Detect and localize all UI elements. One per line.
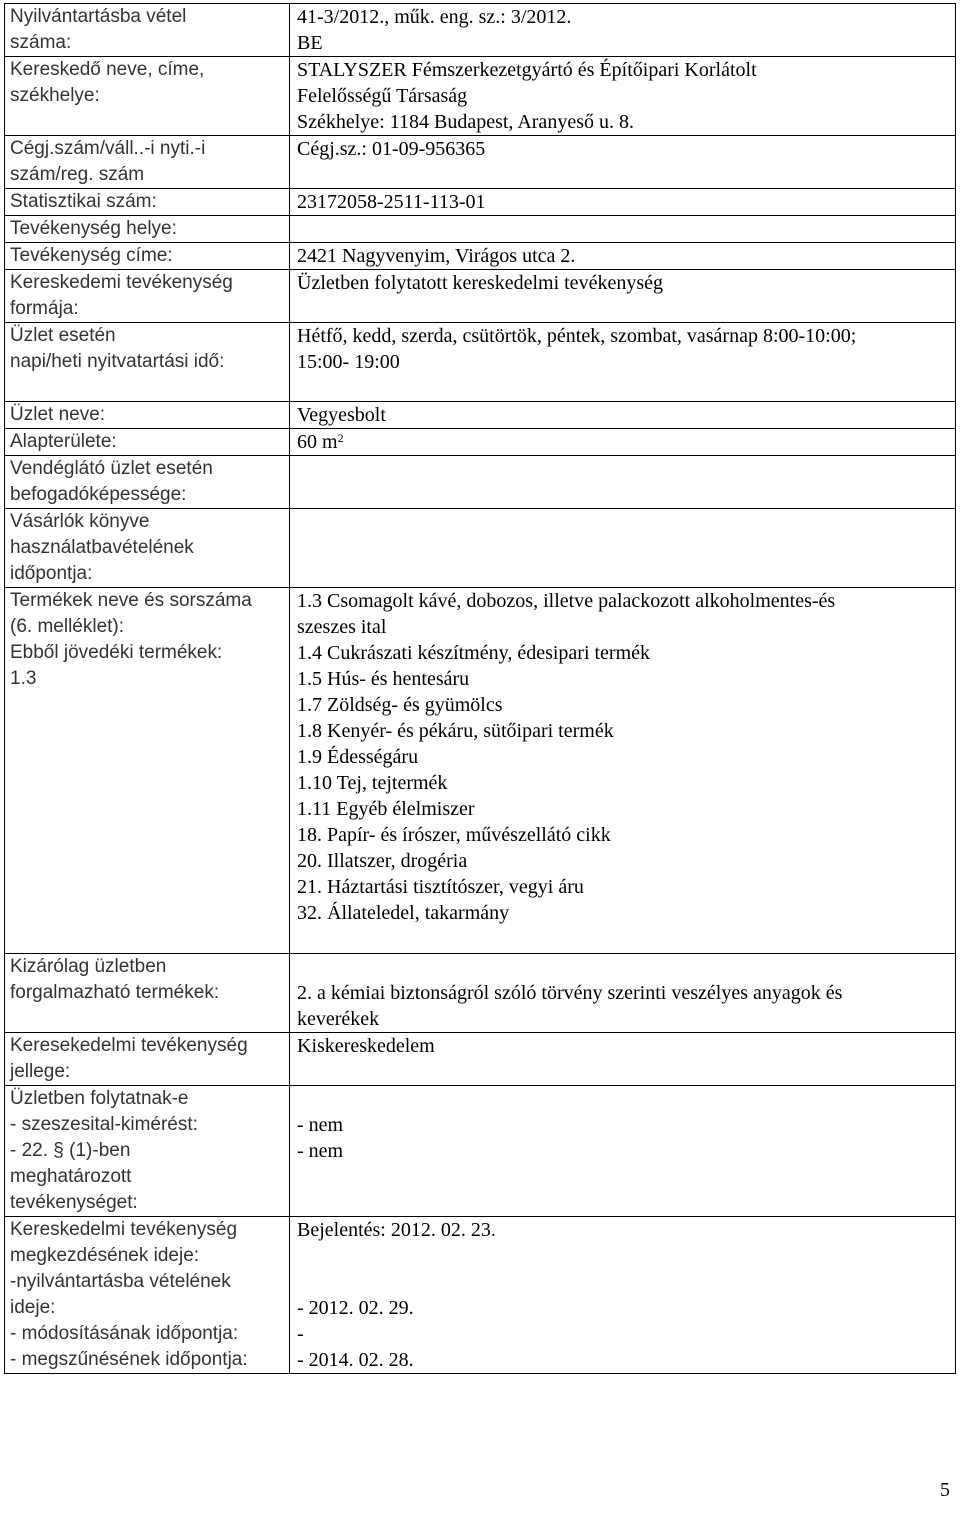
row-registration-number bbox=[5, 4, 956, 57]
label-line: formája: bbox=[10, 298, 79, 319]
label-line: 1.3 bbox=[10, 668, 37, 689]
label-line: időpontja: bbox=[10, 563, 93, 584]
value-line: - nem bbox=[297, 1114, 344, 1136]
product-item: 1.5 Hús- és hentesáru bbox=[297, 668, 470, 690]
row-exclusive-products bbox=[5, 954, 956, 1033]
row-alcohol-activities bbox=[5, 1086, 956, 1217]
label-cell bbox=[5, 189, 290, 216]
value-cell bbox=[290, 456, 956, 509]
label-line: - szeszesital-kimérést: bbox=[10, 1114, 198, 1135]
product-item: 1.3 Csomagolt kávé, dobozos, illetve palackozott alkoholmentes-és bbox=[297, 590, 836, 612]
value-line: - nem bbox=[297, 1140, 344, 1162]
row-activity-location bbox=[5, 216, 956, 243]
value-cell bbox=[290, 57, 956, 136]
label-line: Cégj.szám/váll..-i nyti.-i bbox=[10, 138, 206, 159]
value-cell bbox=[290, 402, 956, 429]
value-line: Cégj.sz.: 01-09-956365 bbox=[297, 138, 486, 160]
value-line: Hétfő, kedd, szerda, csütörtök, péntek, szombat, vasárnap 8:00-10:00; bbox=[297, 325, 857, 347]
value-cell bbox=[290, 954, 956, 1033]
label-line: megkezdésének ideje: bbox=[10, 1245, 200, 1266]
value-line: STALYSZER Fémszerkezetgyártó és Építőipari Korlátolt bbox=[297, 59, 757, 81]
product-item: szeszes ital bbox=[297, 616, 387, 638]
row-shop-name bbox=[5, 402, 956, 429]
value-line: Üzletben folytatott kereskedelmi tevékenység bbox=[297, 272, 663, 294]
row-company-number bbox=[5, 136, 956, 189]
label-line: - módosításának időpontja: bbox=[10, 1323, 239, 1344]
value-line: Székhelye: 1184 Budapest, Aranyeső u. 8. bbox=[297, 111, 634, 133]
spacer-line bbox=[297, 1269, 955, 1295]
value-line bbox=[297, 429, 955, 455]
row-dates bbox=[5, 1217, 956, 1374]
label-cell bbox=[5, 216, 290, 243]
label-line: - 22. § (1)-ben bbox=[10, 1140, 131, 1161]
label-line: Üzletben folytatnak-e bbox=[10, 1088, 189, 1109]
label-line: Nyilvántartásba vétel bbox=[10, 6, 187, 27]
label-line: tevékenységet: bbox=[10, 1192, 138, 1213]
label-cell bbox=[5, 1033, 290, 1086]
row-products bbox=[5, 588, 956, 954]
value-cell bbox=[290, 509, 956, 588]
row-activity-address bbox=[5, 243, 956, 270]
label-line: Vásárlók könyve bbox=[10, 511, 150, 532]
value-cell bbox=[290, 243, 956, 270]
label-line: jellege: bbox=[10, 1061, 71, 1082]
label-cell bbox=[5, 402, 290, 429]
row-opening-hours bbox=[5, 323, 956, 402]
label-cell bbox=[5, 1086, 290, 1217]
product-item: 1.8 Kenyér- és pékáru, sütőipari termék bbox=[297, 720, 614, 742]
product-item: 18. Papír- és írószer, művészellátó cikk bbox=[297, 824, 611, 846]
label-line: befogadóképessége: bbox=[10, 484, 187, 505]
label-line: szám/reg. szám bbox=[10, 164, 145, 185]
label-line: Kizárólag üzletben bbox=[10, 956, 167, 977]
product-item: 1.10 Tej, tejtermék bbox=[297, 772, 448, 794]
value-line: - 2014. 02. 28. bbox=[297, 1349, 414, 1371]
value-line: - bbox=[297, 1323, 304, 1345]
label-cell bbox=[5, 4, 290, 57]
label-line: Termékek neve és sorszáma bbox=[10, 590, 252, 611]
label-cell bbox=[5, 1217, 290, 1374]
area-value: 60 m bbox=[297, 431, 338, 453]
label-cell bbox=[5, 429, 290, 456]
value-line: Vegyesbolt bbox=[297, 404, 386, 426]
value-line: 15:00- 19:00 bbox=[297, 351, 400, 373]
product-item: 32. Állateledel, takarmány bbox=[297, 902, 510, 924]
label-cell bbox=[5, 57, 290, 136]
label-cell bbox=[5, 323, 290, 402]
label-line: Statisztikai szám: bbox=[10, 191, 157, 212]
label-cell bbox=[5, 954, 290, 1033]
value-cell bbox=[290, 189, 956, 216]
value-line: keverékek bbox=[297, 1008, 380, 1030]
label-line: székhelye: bbox=[10, 85, 100, 106]
label-cell bbox=[5, 588, 290, 954]
label-line: Kereskedő neve, címe, bbox=[10, 59, 205, 80]
value-line: BE bbox=[297, 32, 323, 54]
label-line: Alapterülete: bbox=[10, 431, 117, 452]
value-cell bbox=[290, 270, 956, 323]
row-floor-area bbox=[5, 429, 956, 456]
label-cell bbox=[5, 509, 290, 588]
label-line: Üzlet esetén bbox=[10, 325, 116, 346]
label-line: Üzlet neve: bbox=[10, 404, 106, 425]
value-cell bbox=[290, 1033, 956, 1086]
label-line: ideje: bbox=[10, 1297, 56, 1318]
value-cell bbox=[290, 4, 956, 57]
row-activity-form bbox=[5, 270, 956, 323]
page-number: 5 bbox=[940, 1479, 950, 1501]
value-cell bbox=[290, 136, 956, 189]
label-line: -nyilvántartásba vételének bbox=[10, 1271, 231, 1292]
label-line: Kereskedelmi tevékenység bbox=[10, 1219, 238, 1240]
row-seating-capacity bbox=[5, 456, 956, 509]
product-item: 21. Háztartási tisztítószer, vegyi áru bbox=[297, 876, 584, 898]
row-merchant-name bbox=[5, 57, 956, 136]
value-line: 2. a kémiai biztonságról szóló törvény szerinti veszélyes anyagok és bbox=[297, 982, 843, 1004]
label-cell bbox=[5, 243, 290, 270]
row-trade-character bbox=[5, 1033, 956, 1086]
label-line: Keresekedelmi tevékenység bbox=[10, 1035, 248, 1056]
area-unit-exponent: 2 bbox=[337, 431, 344, 445]
value-cell bbox=[290, 1217, 956, 1374]
label-line: Vendéglátó üzlet esetén bbox=[10, 458, 213, 479]
label-line: forgalmazható termékek: bbox=[10, 982, 220, 1003]
label-line: meghatározott bbox=[10, 1166, 132, 1187]
label-line: Tevékenység helye: bbox=[10, 218, 177, 239]
label-cell bbox=[5, 136, 290, 189]
product-item: 20. Illatszer, drogéria bbox=[297, 850, 468, 872]
value-line: Kiskereskedelem bbox=[297, 1035, 435, 1057]
value-cell bbox=[290, 429, 956, 456]
label-line: Ebből jövedéki termékek: bbox=[10, 642, 223, 663]
value-cell bbox=[290, 1086, 956, 1217]
value-line: Felelősségű Társaság bbox=[297, 85, 468, 107]
product-item: 1.11 Egyéb élelmiszer bbox=[297, 798, 475, 820]
label-cell bbox=[5, 456, 290, 509]
label-line: - megszűnésének időpontja: bbox=[10, 1349, 248, 1370]
label-cell bbox=[5, 270, 290, 323]
label-line: napi/heti nyitvatartási idő: bbox=[10, 351, 225, 372]
product-item: 1.9 Édességáru bbox=[297, 746, 419, 768]
business-registry-table bbox=[4, 3, 956, 1374]
label-line: használatbavételének bbox=[10, 537, 194, 558]
product-item: 1.4 Cukrászati készítmény, édesipari termék bbox=[297, 642, 651, 664]
row-statistical-number bbox=[5, 189, 956, 216]
label-line: száma: bbox=[10, 32, 72, 53]
row-complaint-book bbox=[5, 509, 956, 588]
value-line: 41-3/2012., műk. eng. sz.: 3/2012. bbox=[297, 6, 572, 28]
label-line: Tevékenység címe: bbox=[10, 245, 173, 266]
value-cell bbox=[290, 216, 956, 243]
value-cell bbox=[290, 588, 956, 954]
value-line: - 2012. 02. 29. bbox=[297, 1297, 414, 1319]
value-line: 23172058-2511-113-01 bbox=[297, 191, 486, 213]
spacer-line bbox=[297, 1243, 955, 1269]
label-line: Kereskedemi tevékenység bbox=[10, 272, 233, 293]
product-item: 1.7 Zöldség- és gyümölcs bbox=[297, 694, 503, 716]
value-line: 2421 Nagyvenyim, Virágos utca 2. bbox=[297, 245, 576, 267]
label-line: (6. melléklet): bbox=[10, 616, 125, 637]
value-cell bbox=[290, 323, 956, 402]
value-line: Bejelentés: 2012. 02. 23. bbox=[297, 1219, 496, 1241]
